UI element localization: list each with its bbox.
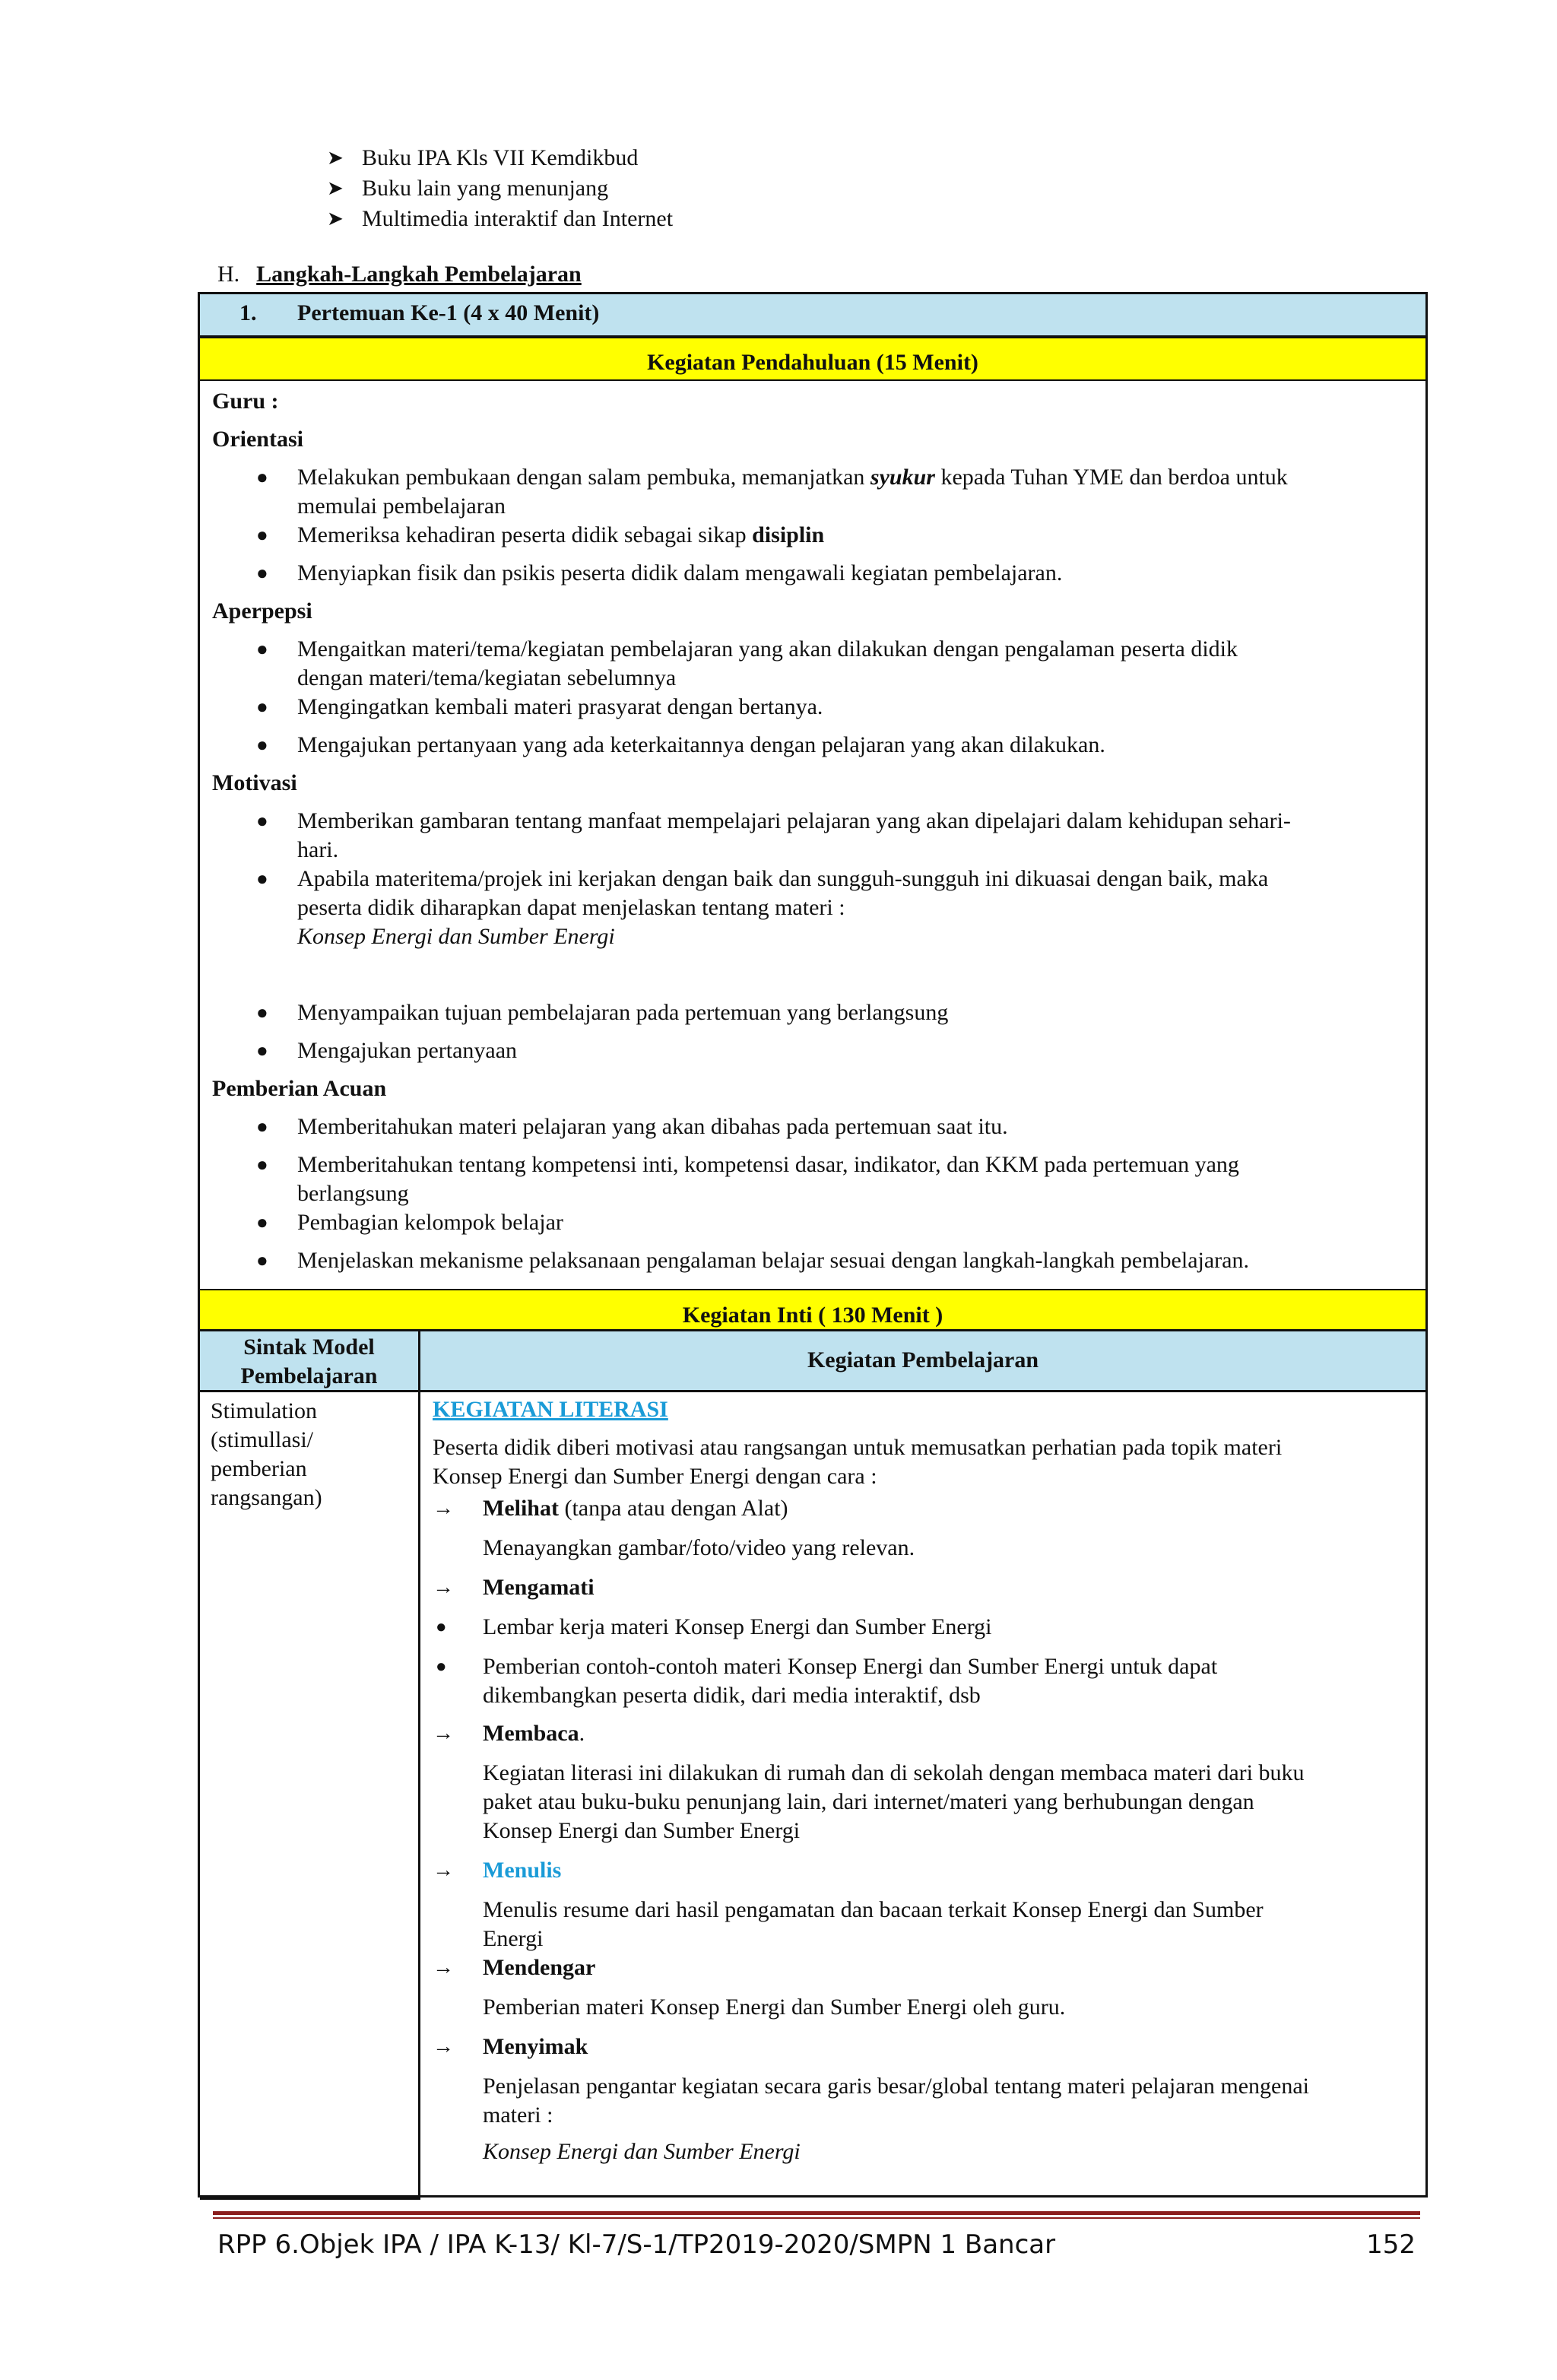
bullet-icon: ● [256,466,268,488]
mendengar-desc: Pemberian materi Konsep Energi dan Sumber Energi oleh guru. [483,1994,1066,2020]
list-item: ● Memberitahukan tentang kompetensi inti, kompetensi dasar, indikator, dan KKM pada pertemuan yang berlangsung [256,1152,1239,1206]
list-item: ● Mengaitkan materi/tema/kegiatan pembelajaran yang akan dilakukan dengan pengalaman peserta didik dengan materi/tema/kegiatan sebelumnya [256,636,1238,690]
arrow-right-icon: → [433,1722,454,1745]
bullet-icon: ● [436,1657,447,1677]
arrowhead-bullet-icon: ➤ [327,208,344,230]
motivasi-heading: Motivasi [212,770,297,795]
arrow-right-icon: → [433,1576,454,1599]
bullet-icon: ● [256,1001,268,1023]
literasi-heading: KEGIATAN LITERASI [433,1397,668,1422]
section-heading: H. Langkah-Langkah Pembelajaran [217,262,582,287]
page-number: 152 [1366,2229,1416,2260]
lesson-table [198,292,1428,2198]
inti-column-headers [200,1331,1425,1392]
arrowhead-bullet-icon: ➤ [327,147,344,169]
melihat-item: → Melihat (tanpa atau dengan Alat) [433,1494,1421,1523]
resource-list [327,143,673,234]
list-item: ● Mengajukan pertanyaan yang ada keterkaitannya dengan pelajaran yang akan dilakukan. [212,731,1421,760]
footer-rule-thin [213,2217,1420,2219]
bullet-icon: ● [256,1154,268,1176]
menyimak-desc: Penjelasan pengantar kegiatan secara garis besar/global tentang materi pelajaran mengenai materi : Konsep Energi dan Sumber Energi [483,2074,1310,2164]
activity-cell [433,1392,1421,2166]
list-item: ● Menyampaikan tujuan pembelajaran pada pertemuan yang berlangsung [212,998,1421,1027]
mendengar-item: → Mendengar [433,1953,1421,1982]
inti-header: Kegiatan Inti ( 130 Menit ) [200,1289,1425,1331]
list-item: ● Memberikan gambaran tentang manfaat mempelajari pelajaran yang akan dipelajari dalam kehidupan sehari- hari. [256,808,1291,862]
menyimak-item: → Menyimak [433,2033,1421,2061]
menulis-item: → Menulis [433,1856,1421,1885]
meeting-row: 1. Pertemuan Ke-1 (4 x 40 Menit) [200,294,1425,337]
bullet-icon: ● [256,1039,268,1061]
arrow-right-icon: → [433,1858,454,1882]
sintak-column-header: Sintak Model Pembelajaran [200,1331,420,1390]
menulis-desc: Menulis resume dari hasil pengamatan dan bacaan terkait Konsep Energi dan Sumber Energi [483,1897,1264,1951]
arrow-right-icon: → [433,1496,454,1520]
list-item: ● Memberitahukan materi pelajaran yang akan dibahas pada pertemuan saat itu. [212,1112,1421,1141]
membaca-desc: Kegiatan literasi ini dilakukan di rumah dan di sekolah dengan membaca materi dari buku paket atau buku-buku penunjang lain, dari internet/materi yang berhubungan dengan Konsep Energi dan Sumber Energi [483,1760,1305,1843]
resource-item: ➤ Buku lain yang menunjang [327,173,673,204]
arrow-right-icon: → [433,2035,454,2058]
footer-rule [213,2211,1420,2215]
list-item: ● Pemberian contoh-contoh materi Konsep Energi dan Sumber Energi untuk dapat dikembangkan peserta didik, dari media interaktif, dsb [436,1654,1218,1708]
bullet-icon: ● [256,696,268,718]
list-item: ● Melakukan pembukaan dengan salam pembuka, memanjatkan syukur kepada Tuhan YME dan berdoa untuk memulai pembelajaran [256,465,1288,519]
list-item: ● Mengajukan pertanyaan [212,1036,1421,1065]
pendahuluan-content [212,381,1421,1275]
list-item: ● Menjelaskan mekanisme pelaksanaan pengalaman belajar sesuai dengan langkah-langkah pembelajaran. [212,1246,1421,1275]
bullet-icon: ● [256,562,268,584]
acuan-heading: Pemberian Acuan [212,1076,387,1101]
bullet-icon: ● [256,1211,268,1233]
intro-text: Peserta didik diberi motivasi atau rangsangan untuk memusatkan perhatian pada topik materi Konsep Energi dan Sumber Energi dengan cara : [433,1435,1283,1489]
pendahuluan-header: Kegiatan Pendahuluan (15 Menit) [200,337,1425,381]
arrow-right-icon: → [433,1956,454,1979]
bullet-icon: ● [256,810,268,832]
orientasi-heading: Orientasi [212,427,303,452]
resource-item: ➤ Buku IPA Kls VII Kemdikbud [327,143,673,173]
list-item: ● Lembar kerja materi Konsep Energi dan Sumber Energi [433,1613,1421,1642]
stage-cell: Stimulation (stimullasi/ pemberian rangsangan) [200,1392,420,2200]
bullet-icon: ● [256,638,268,660]
bullet-icon: ● [256,1115,268,1138]
bullet-icon: ● [256,734,268,756]
list-item: ● Apabila materitema/projek ini kerjakan dengan baik dan sungguh-sungguh ini dikuasai dengan baik, maka peserta didik diharapkan dapat menjelaskan tentang materi : Konsep Energi dan Sumber Energi [256,866,1269,949]
bullet-icon: ● [256,524,268,546]
footer-text: RPP 6.Objek IPA / IPA K-13/ Kl-7/S-1/TP2019-2020/SMPN 1 Bancar [217,2229,1056,2260]
resource-item: ➤ Multimedia interaktif dan Internet [327,204,673,234]
bullet-icon: ● [256,868,268,890]
list-item: ● Mengingatkan kembali materi prasyarat dengan bertanya. [212,693,1421,722]
mengamati-item: → Mengamati [433,1573,1421,1602]
melihat-desc: Menayangkan gambar/foto/video yang relevan. [483,1535,915,1560]
list-item: ● Menyiapkan fisik dan psikis peserta didik dalam mengawali kegiatan pembelajaran. [212,559,1421,588]
list-item: ● Pembagian kelompok belajar [212,1208,1421,1237]
list-item: ● Memeriksa kehadiran peserta didik sebagai sikap disiplin [212,521,1421,550]
aperpepsi-heading: Aperpepsi [212,598,312,624]
arrowhead-bullet-icon: ➤ [327,177,344,199]
bullet-icon: ● [436,1617,447,1637]
bullet-icon: ● [256,1249,268,1271]
membaca-item: → Membaca. [433,1719,1421,1748]
guru-label: Guru : [212,389,279,414]
kegiatan-column-header: Kegiatan Pembelajaran [807,1347,1039,1372]
